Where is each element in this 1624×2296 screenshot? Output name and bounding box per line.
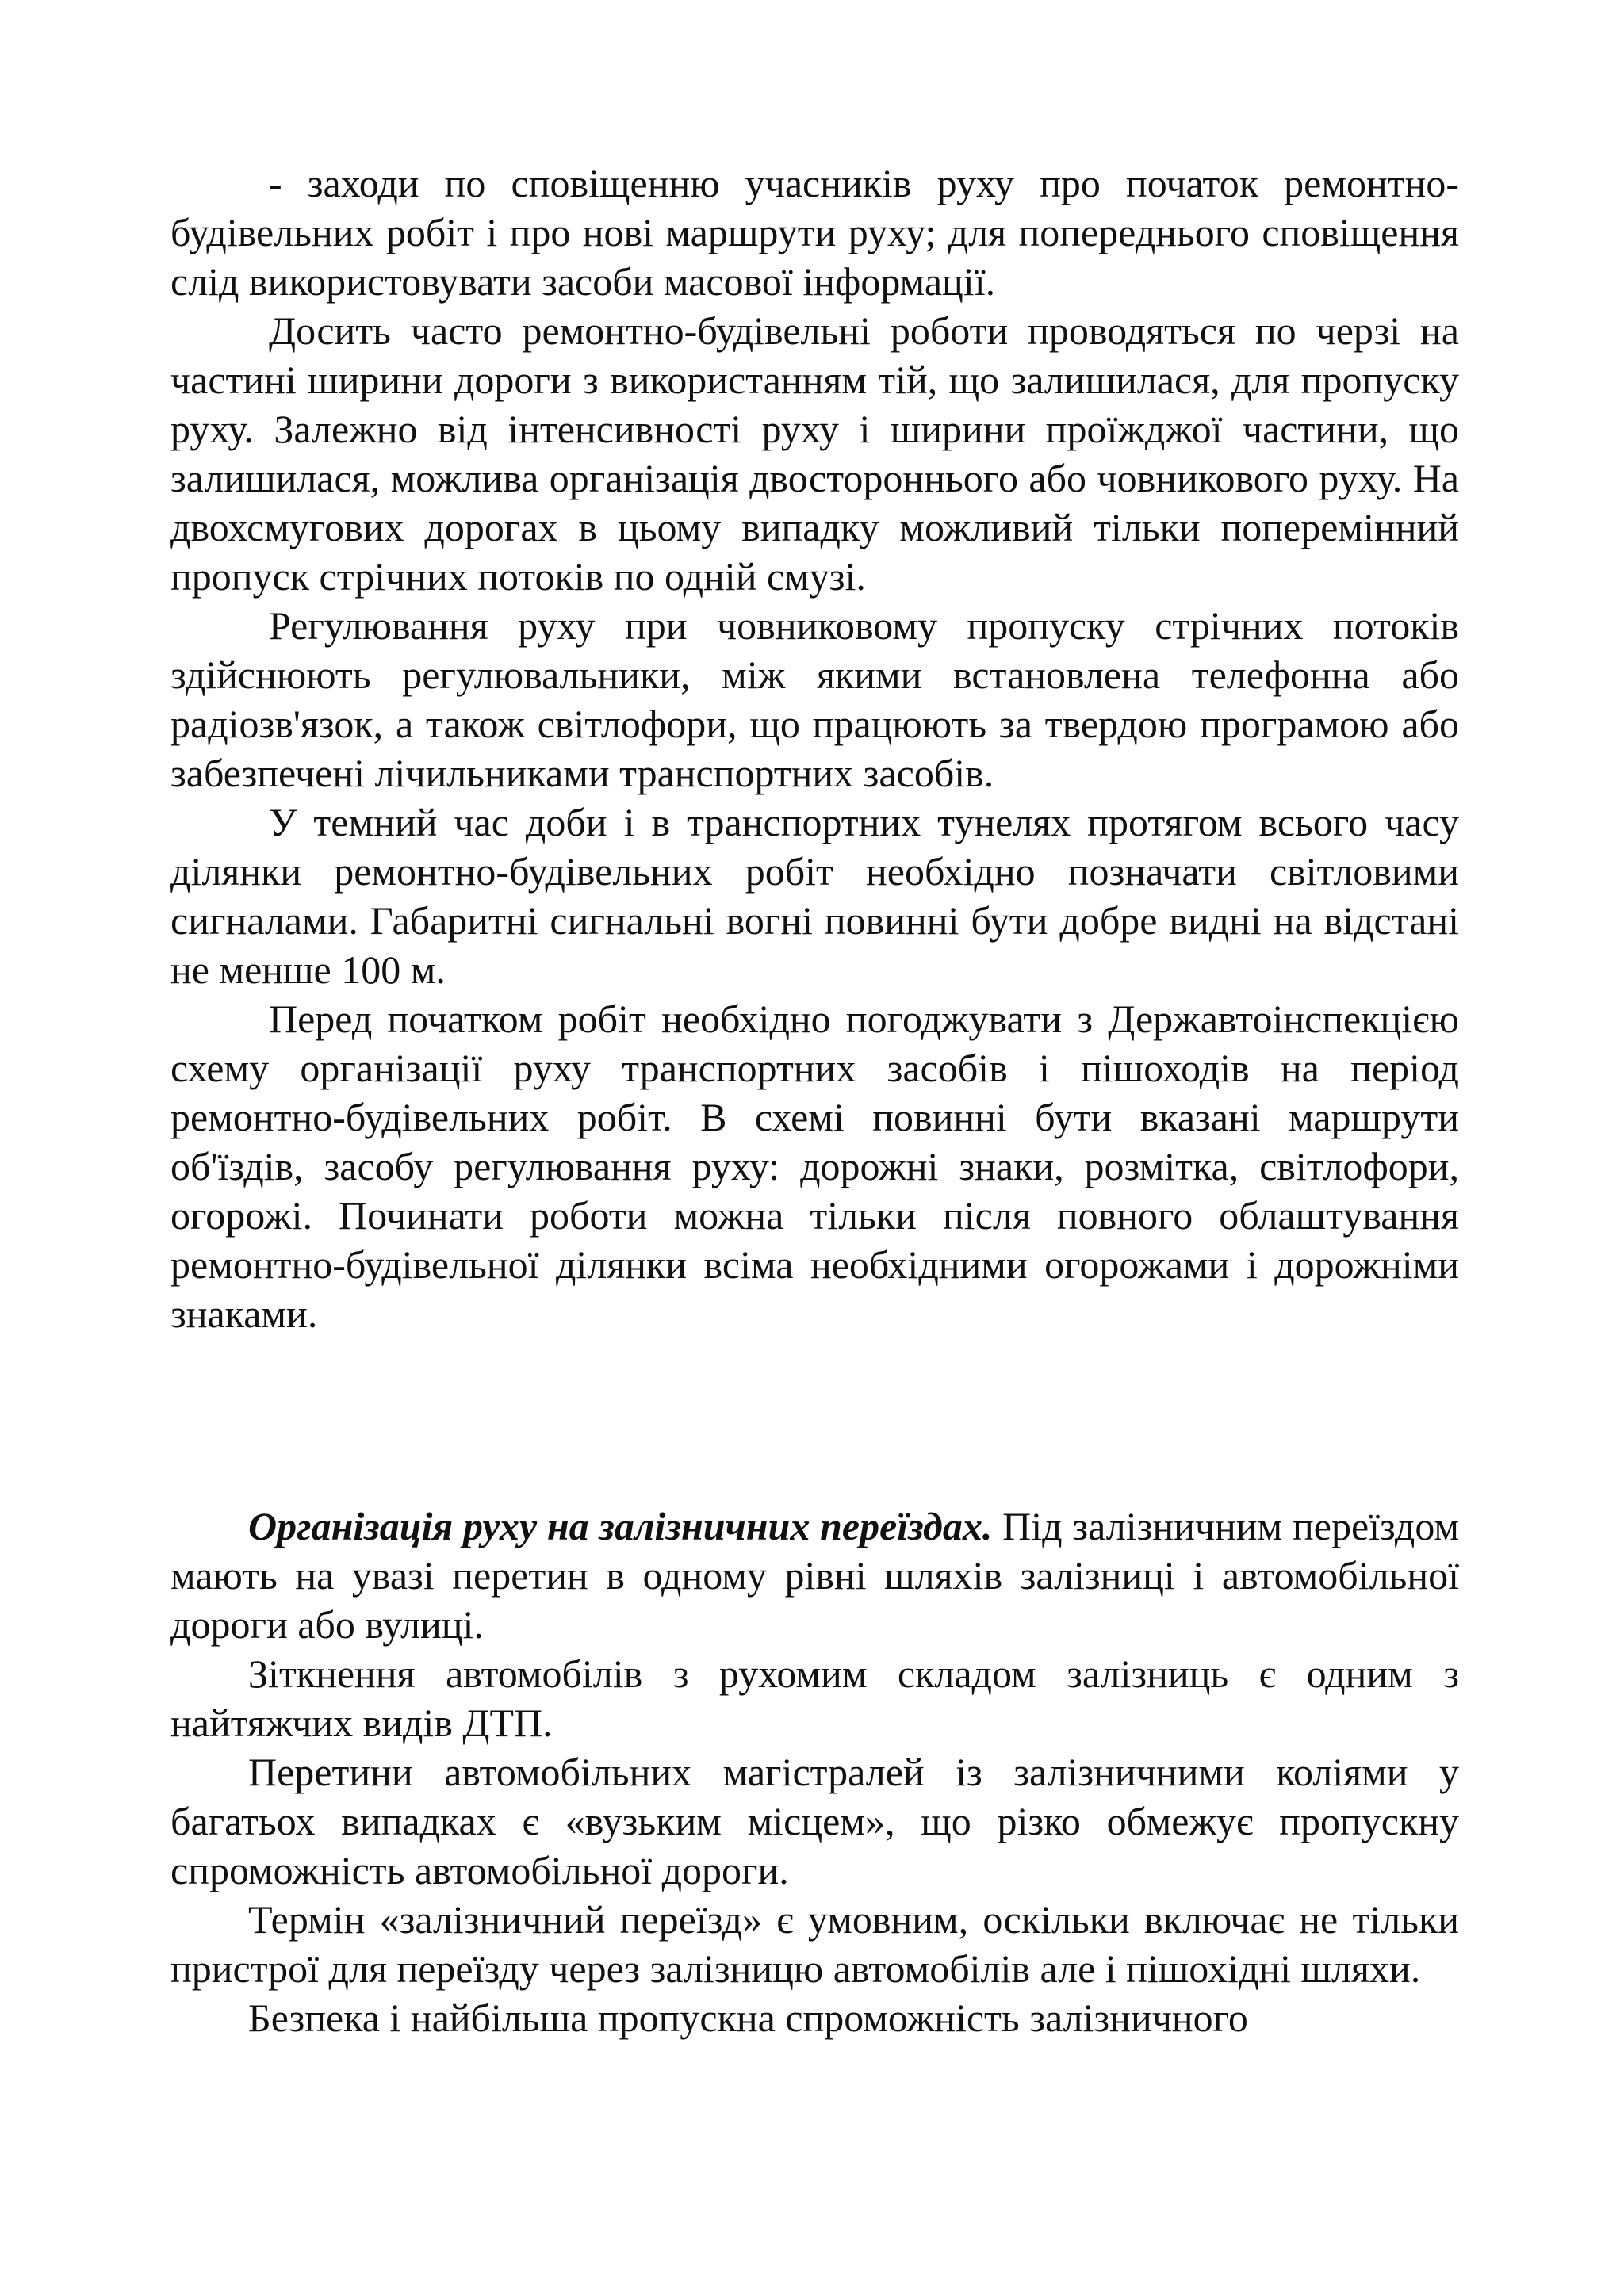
paragraph-collisions: Зіткнення автомобілів з рухомим складом залізниць є одним з найтяжчих видів ДТП. bbox=[170, 1651, 1459, 1745]
paragraph-bottleneck: Перетини автомобільних магістралей із залізничними коліями у багатьох випадках є «вузьким місцем», що різко обмежує пропускну спроможність автомобільної дороги. bbox=[170, 1750, 1459, 1892]
heading-continuation-text: Під залізничним переїздом мають на увазі перетин в одному рівні шляхів залізниці і автомобільної дороги або вулиці. bbox=[170, 1504, 1460, 1647]
paragraph-safety-capacity: Безпека і найбільша пропускна спроможність залізничного bbox=[248, 1996, 1248, 2040]
paragraph-partial-width-works: Досить часто ремонтно-будівельні роботи проводяться по черзі на частині ширини дороги з використанням тій, що залишилася, для пропуску руху. Залежно від інтенсивності руху і ширини проїжджої частини, що залишилася, можлива організація двостороннього або човникового руху. На двохсмугових дорогах в цьому випадку можливий тільки поперемінний пропуск стрічних потоків по одній смузі. bbox=[170, 308, 1459, 599]
section-heading: Організація руху на залізничних переїздах. bbox=[248, 1504, 993, 1548]
section-railway-crossings bbox=[170, 1502, 1459, 2042]
paragraph-railway-intro bbox=[170, 1502, 1459, 1649]
paragraph-shuttle-regulation: Регулювання руху при човниковому пропуску стрічних потоків здійснюють регулювальники, між якими встановлена телефонна або радіозв'язок, а також світлофори, що працюють за твердою програмою або забезпечені лічильниками транспортних засобів. bbox=[170, 603, 1459, 795]
section-road-works bbox=[170, 159, 1459, 1338]
paragraph-approval-scheme: Перед початком робіт необхідно погоджувати з Державтоінспекцією схему організації руху транспортних засобів і пішоходів на період ремонтно-будівельних робіт. В схемі повинні бути вказані маршрути об'їздів, засобу регулювання руху: дорожні знаки, розмітка, світлофори, огорожі. Починати роботи можна тільки після повного облаштування ремонтно-будівельної ділянки всіма необхідними огорожами і дорожніми знаками. bbox=[170, 997, 1459, 1336]
paragraph-notification: - заходи по сповіщенню учасників руху про початок ремонтно-будівельних робіт і про нові маршрути руху; для попереднього сповіщення слід використовувати засоби масової інформації. bbox=[170, 161, 1459, 304]
paragraph-term-definition: Термін «залізничний переїзд» є умовним, оскільки включає не тільки пристрої для переїзду через залізницю автомобілів але і пішохідні шляхи. bbox=[170, 1897, 1459, 1991]
paragraph-night-signals: У темний час доби і в транспортних тунелях протягом всього часу ділянки ремонтно-будівельних робіт необхідно позначати світловими сигналами. Габаритні сигнальні вогні повинні бути добре видні на відстані не менше 100 м. bbox=[170, 800, 1459, 992]
